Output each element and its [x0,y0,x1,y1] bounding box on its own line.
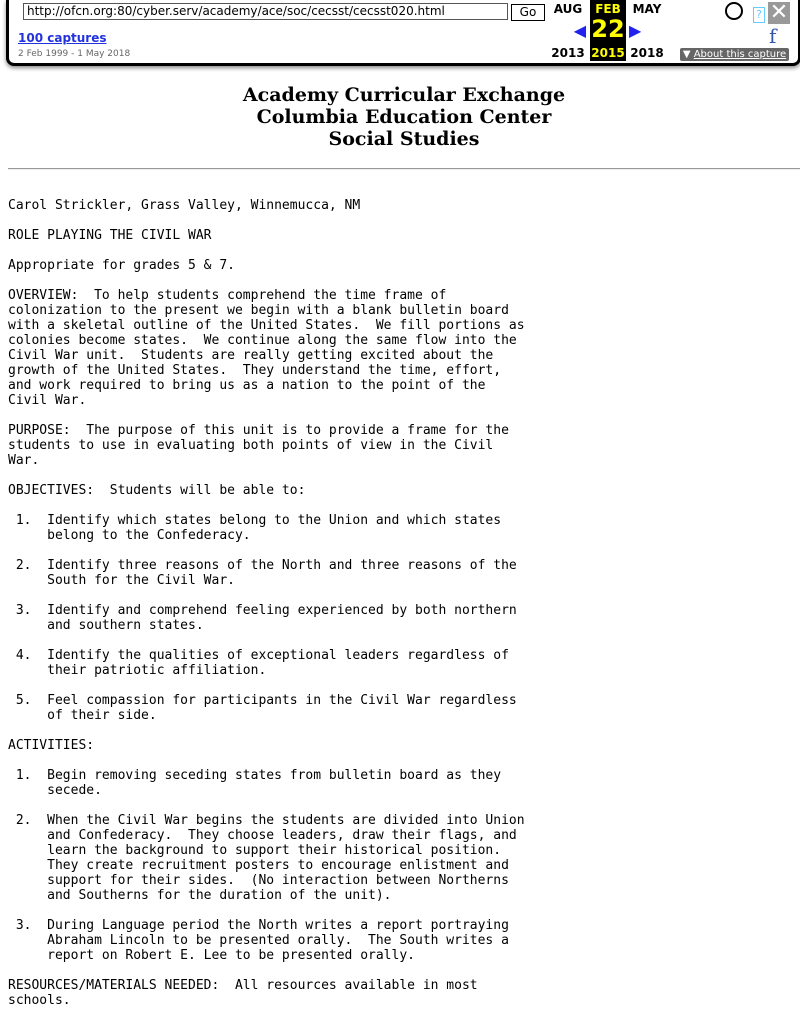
prev-arrow-icon[interactable]: ◀ [573,21,586,40]
page-heading [8,84,800,150]
paragraph: Appropriate for grades 5 & 7. [8,258,235,273]
next-capture-column[interactable] [629,0,665,61]
prev-month[interactable]: AUG [553,2,583,16]
close-icon[interactable]: ✕ [769,0,789,25]
heading-line: Academy Curricular Exchange [242,84,566,106]
current-capture-column [590,0,626,61]
paragraph: 4. Identify the qualities of exceptional leaders regardless of their patriotic affiliation. [15,648,509,678]
heading-line: Columbia Education Center [256,106,552,128]
captures-link[interactable]: 100 captures [18,31,107,45]
paragraph: 1. Begin removing seceding states from bulletin board as they secede. [15,768,502,798]
paragraph: OBJECTIVES: Students will be able to: [8,483,306,498]
current-day: 22 [591,15,625,43]
paragraph: RESOURCES/MATERIALS NEEDED: All resources available in most schools. [8,978,478,1008]
lesson-content [8,198,525,1023]
paragraph: ACTIVITIES: [8,738,95,753]
next-month[interactable]: MAY [632,2,662,16]
capture-date-range: 2 Feb 1999 - 1 May 2018 [18,49,131,59]
paragraph: 1. Identify which states belong to the Union and which states belong to the Confederacy. [15,513,502,543]
about-capture-button[interactable] [680,48,789,61]
paragraph: 2. When the Civil War begins the students are divided into Union and Confederacy. They choose leaders, draw their flags, and learn the background to support their historical position. They create recruitment posters to encourage enlistment and support for their sides. (No interaction between Northerns and Southerns for the duration of the unit). [15,813,525,903]
loading-circle-icon [725,2,743,20]
prev-year[interactable]: 2013 [551,46,585,60]
paragraph: OVERVIEW: To help students comprehend the time frame of colonization to the present we begin with a blank bulletin board with a skeletal outline of the United States. We fill portions as colonies become states. We continue along the same flow into the Civil War unit. Students are really getting excited about the growth of the United States. They understand the time, effort, and work required to bring us as a nation to the point of the Civil War. [8,288,525,408]
paragraph: PURPOSE: The purpose of this unit is to provide a frame for the students to use in evaluating both points of view in the Civil War. [8,423,509,468]
next-year[interactable]: 2018 [630,46,664,60]
divider [8,168,800,170]
prev-capture-column[interactable] [550,0,586,61]
facebook-share-icon[interactable]: f [769,24,777,48]
paragraph: 3. During Language period the North writes a report portraying Abraham Lincoln to be presented orally. The South writes a report on Robert E. Lee to be presented orally. [15,918,509,963]
current-month: FEB [595,2,621,16]
paragraph: ROLE PLAYING THE CIVIL WAR [8,228,212,243]
paragraph: 3. Identify and comprehend feeling experienced by both northern and southern states. [15,603,517,633]
paragraph: 5. Feel compassion for participants in the Civil War regardless of their side. [15,693,517,723]
paragraph: Carol Strickler, Grass Valley, Winnemucca, NM [8,198,361,213]
heading-line: Social Studies [328,128,480,150]
url-input[interactable]: http://ofcn.org:80/cyber.serv/academy/ace/soc/cecsst/cecsst020.html [23,3,508,20]
help-icon[interactable]: ? [753,7,765,23]
about-capture-label: About this capture [693,49,787,60]
dropdown-arrow-icon: ▼ [682,49,691,60]
paragraph: 2. Identify three reasons of the North and three reasons of the South for the Civil War. [15,558,517,588]
current-year: 2015 [591,46,625,60]
go-button[interactable]: Go [511,4,545,21]
wayback-toolbar [6,0,800,66]
next-arrow-icon[interactable]: ▶ [629,21,642,40]
